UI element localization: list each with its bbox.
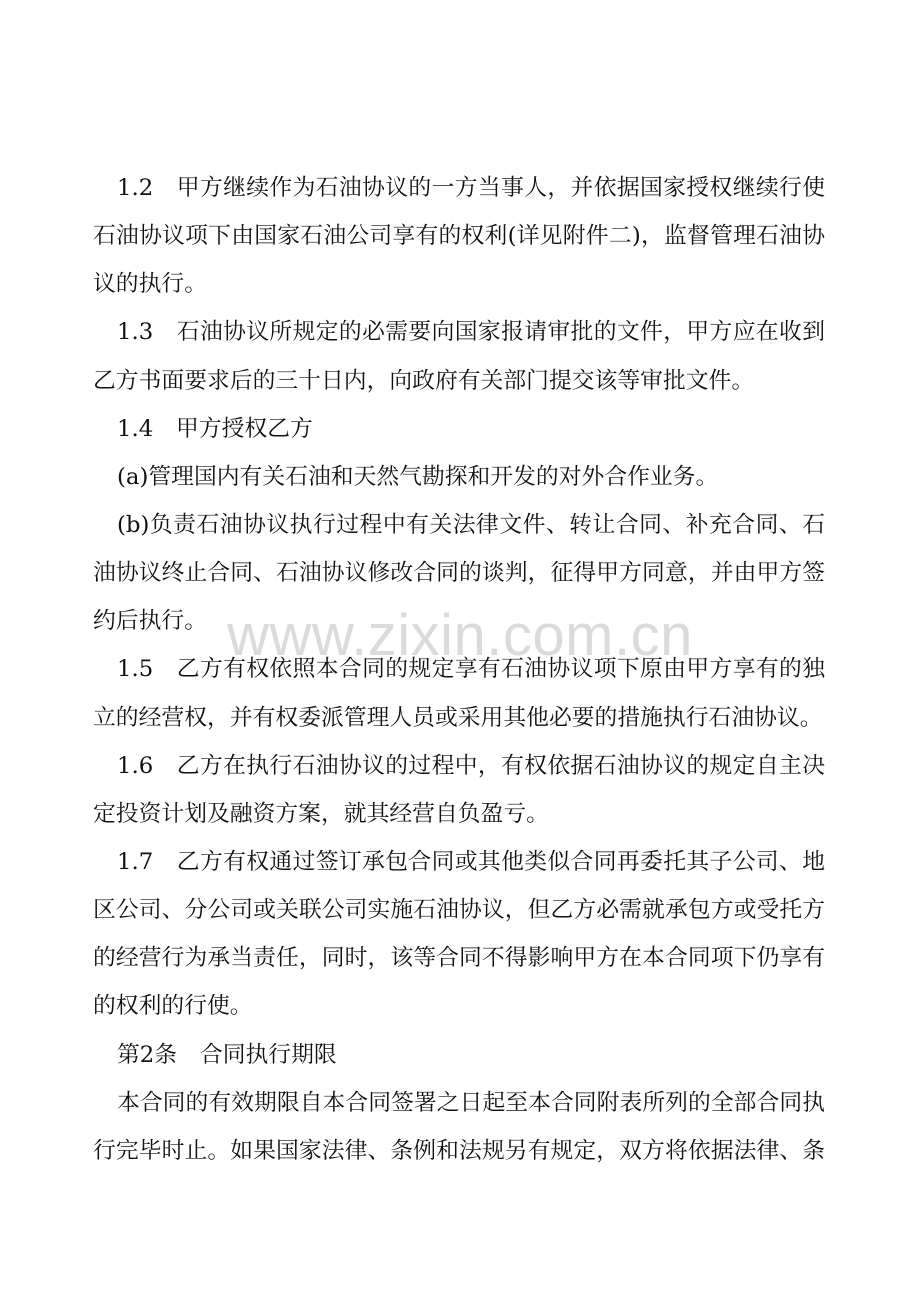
article-2-body [93, 1079, 825, 1175]
text-line: 石油协议项下由国家石油公司享有的权利(详见附件二)，监督管理石油协 [93, 223, 825, 250]
text-line: 1.4 甲方授权乙方 [117, 415, 313, 442]
text-line: 的权利的行使。 [93, 993, 253, 1020]
clause-1-4-item-b [93, 501, 825, 645]
text-line: 的经营行为承当责任，同时，该等合同不得影响甲方在本合同项下仍享有 [93, 945, 825, 972]
section-heading: 第2条 合同执行期限 [117, 1041, 337, 1068]
text-line: 油协议终止合同、石油协议修改合同的谈判，征得甲方同意，并由甲方签 [93, 560, 825, 587]
text-line: 区公司、分公司或关联公司实施石油协议，但乙方必需就承包方或受托方 [93, 897, 825, 924]
clause-1-4-item-a [93, 453, 825, 501]
clause-1-6 [93, 742, 825, 838]
clause-1-5 [93, 645, 825, 741]
text-line: 议的执行。 [93, 271, 207, 298]
text-line: 约后执行。 [93, 608, 207, 635]
text-line: 本合同的有效期限自本合同签署之日起至本合同附表所列的全部合同执 [117, 1089, 825, 1116]
watermark: www.zixin.com.cn [227, 603, 693, 668]
text-line: 1.7 乙方有权通过签订承包合同或其他类似合同再委托其子公司、地 [117, 848, 825, 875]
text-line: (a)管理国内有关石油和天然气勘探和开发的对外合作业务。 [117, 463, 719, 490]
document-body [93, 164, 825, 1175]
text-line: 1.5 乙方有权依照本合同的规定享有石油协议项下原由甲方享有的独 [117, 656, 825, 683]
clause-1-3 [93, 308, 825, 404]
text-line: 定投资计划及融资方案，就其经营自负盈亏。 [93, 800, 549, 827]
text-line: 行完毕时止。如果国家法律、条例和法规另有规定，双方将依据法律、条 [93, 1137, 825, 1164]
text-line: 立的经营权，并有权委派管理人员或采用其他必要的措施执行石油协议。 [93, 704, 823, 731]
text-line: 1.3 石油协议所规定的必需要向国家报请审批的文件，甲方应在收到 [117, 319, 825, 346]
text-line: 1.2 甲方继续作为石油协议的一方当事人，并依据国家授权继续行使 [117, 175, 825, 201]
clause-1-4 [93, 405, 825, 453]
text-line: (b)负责石油协议执行过程中有关法律文件、转让合同、补充合同、石 [117, 511, 825, 538]
text-line: 乙方书面要求后的三十日内，向政府有关部门提交该等审批文件。 [93, 367, 755, 394]
clause-1-7 [93, 838, 825, 1031]
text-line: 1.6 乙方在执行石油协议的过程中，有权依据石油协议的规定自主决 [117, 752, 825, 779]
article-2-heading [93, 1031, 825, 1079]
clause-1-2 [93, 164, 825, 308]
